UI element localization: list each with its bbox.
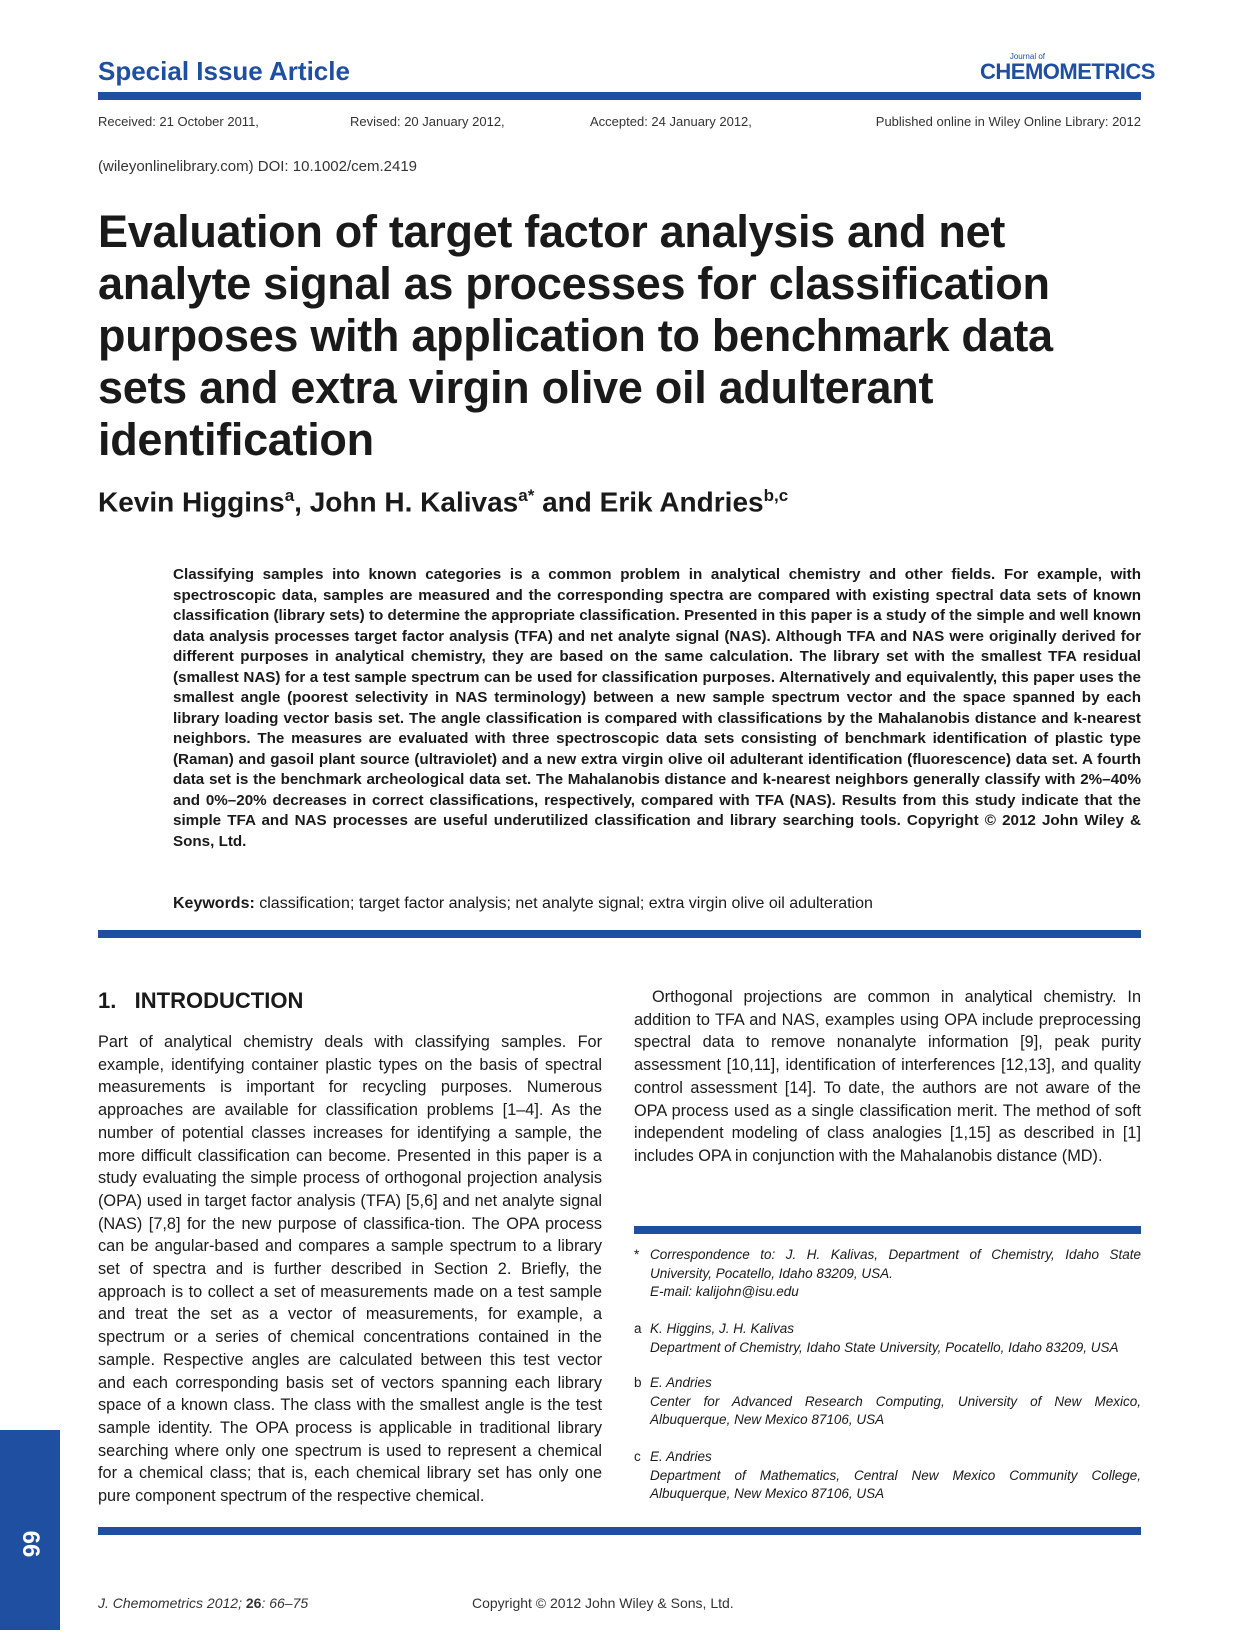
article-dates xyxy=(98,114,1141,129)
journal-logo xyxy=(980,52,1155,84)
author-affiliation: b,c xyxy=(763,486,789,505)
doi: (wileyonlinelibrary.com) DOI: 10.1002/cem.2419 xyxy=(98,158,418,175)
intro-right-column: Orthogonal projections are common in analytical chemistry. In addition to TFA and NAS, examples using OPA include preprocessing spectral data to remove nonanalyte information [9], peak purity assessment [10,11], identification of interferences [12,13], and quality control assessment [14]. To date, the authors are not aware of the OPA process used as a single classification merit. The method of soft independent modeling of class analogies [1,15] as described in [1] includes OPA in conjunction with the Mahalanobis distance (MD). xyxy=(634,988,1141,1165)
author-separator: and xyxy=(534,486,600,518)
keywords-label: Keywords: xyxy=(173,895,255,912)
citation-pages: : 66–75 xyxy=(261,1595,309,1611)
footnote-affiliation-a xyxy=(634,1320,1141,1357)
journal-logo-name: CHEMOMETRICS xyxy=(980,59,1155,84)
author-affiliation: a xyxy=(284,486,295,505)
footnote-mark: c xyxy=(634,1449,641,1464)
abstract-rule xyxy=(98,930,1141,938)
footnote-rule xyxy=(634,1226,1141,1234)
footnote-line: Center for Advanced Research Computing, University of New Mexico, Albuquerque, New Mexico 87106, USA xyxy=(650,1393,1141,1427)
footnote-line: E. Andries xyxy=(650,1375,712,1390)
footer-copyright: Copyright © 2012 John Wiley & Sons, Ltd. xyxy=(472,1595,734,1611)
article-type-label: Special Issue Article xyxy=(98,56,350,86)
keywords-text: classification; target factor analysis; net analyte signal; extra virgin olive oil adulteration xyxy=(254,895,873,912)
footnote-line: Department of Mathematics, Central New Mexico Community College, Albuquerque, New Mexico 87106, USA xyxy=(650,1467,1141,1501)
footnote-affiliation-b xyxy=(634,1374,1141,1430)
intro-left-column: Part of analytical chemistry deals with classifying samples. For example, identifying container plastic types on the basis of spectral measurements is important for recycling purposes. Numerous approaches are available for classification problems [1–4]. As the number of potential classes increases for identifying a sample, the more difficult classification can become. Presented in this paper is a study evaluating the simple process of orthogonal projection analysis (OPA) used in target factor analysis (TFA) [5,6] and net analyte signal (NAS) [7,8] for the new purpose of classifica-tion. The OPA process can be angular-based and compares a sample spectrum to a library set of spectra and is further described in Section 2. Briefly, the approach is to collect a set of measurements made on a test sample and treat the set as a vector of measurements, for example, a spectrum or a series of chemical concentrations contained in the sample. Respective angles are calculated between this test vector and each corresponding basis set of vectors spanning each library space of a known class. The class with the smallest angle is the test sample identity. The OPA process is applicable in traditional library searching where only one spectrum is used to represent a chemical for a chemical class; that is, each chemical library set has only one pure component spectrum of the respective chemical. xyxy=(98,1033,602,1506)
journal-abbrev: J. Chemometrics xyxy=(98,1595,204,1611)
citation-volume: 26 xyxy=(245,1595,262,1611)
keywords xyxy=(173,895,1141,913)
footnote-line: Department of Chemistry, Idaho State University, Pocatello, Idaho 83209, USA xyxy=(650,1339,1119,1355)
header-rule xyxy=(98,92,1141,100)
page-number: 66 xyxy=(17,1530,44,1558)
citation-year: 2012; xyxy=(203,1595,246,1611)
revised-date: Revised: 20 January 2012, xyxy=(350,114,505,129)
journal-logo-small: Journal of xyxy=(1009,52,1045,61)
footnote-line: K. Higgins, J. H. Kalivas xyxy=(650,1321,795,1336)
article-title: Evaluation of target factor analysis and net analyte signal as processes for classification purposes with application to benchmark data sets and extra virgin olive oil adulterant identification xyxy=(98,206,1053,465)
accepted-date: Accepted: 24 January 2012, xyxy=(590,114,752,129)
footer-citation xyxy=(98,1595,308,1611)
author-name: Kevin Higgins xyxy=(98,486,285,518)
section-heading: 1. INTRODUCTION xyxy=(98,988,304,1013)
footnote-line: E. Andries xyxy=(650,1449,712,1464)
author-affiliation: a* xyxy=(518,486,535,505)
footnote-correspondence xyxy=(634,1246,1141,1302)
footnote-mark: b xyxy=(634,1375,642,1390)
received-date: Received: 21 October 2011, xyxy=(98,114,259,129)
author-separator: , xyxy=(294,486,310,518)
footnote-affiliation-c xyxy=(634,1448,1141,1504)
author-name: Erik Andries xyxy=(599,486,764,518)
author-list xyxy=(98,486,788,518)
footnote-mark: a xyxy=(634,1321,642,1336)
footnote-email: E-mail: kalijohn@isu.edu xyxy=(650,1284,799,1299)
footer-rule xyxy=(98,1527,1141,1535)
published-date: Published online in Wiley Online Library: 2012 xyxy=(875,114,1141,129)
footnote-line: Correspondence to: J. H. Kalivas, Department of Chemistry, Idaho State University, Pocatello, Idaho 83209, USA. xyxy=(650,1247,1141,1281)
author-name: John H. Kalivas xyxy=(309,486,519,518)
abstract: Classifying samples into known categories is a common problem in analytical chemistry and other fields. For example, with spectroscopic data, samples are measured and the corresponding spectra are compared with existing spectral data sets of known classification (library sets) to determine the appropriate classification. Presented in this paper is a study of the simple and well known data analysis processes target factor analysis (TFA) and net analyte signal (NAS). Although TFA and NAS were originally derived for different purposes in analytical chemistry, they are based on the same calculation. The library set with the smallest TFA residual (smallest NAS) for a test sample spectrum can be used for classification purposes. Alternatively and equivalently, this paper uses the smallest angle (poorest selectivity in NAS terminology) between a new sample spectrum vector and the space spanned by each library loading vector basis set. The angle classification is compared with classifications by the Mahalanobis distance and k-nearest neighbors. The measures are evaluated with three spectroscopic data sets consisting of benchmark identification of plastic type (Raman) and gasoil plant source (ultraviolet) and a new extra virgin olive oil adulterant identification (fluorescence) data set. A fourth data set is the benchmark archeological data set. The Mahalanobis distance and k-nearest neighbors generally classify with 2%–40% and 0%–20% decreases in correct classifications, respectively, compared with TFA (NAS). Results from this study indicate that the simple TFA and NAS processes are useful underutilized classification and library searching tools. Copyright © 2012 John Wiley & Sons, Ltd. xyxy=(173,566,1141,850)
page-number-tab xyxy=(0,1430,60,1630)
footnote-mark: * xyxy=(634,1247,640,1262)
